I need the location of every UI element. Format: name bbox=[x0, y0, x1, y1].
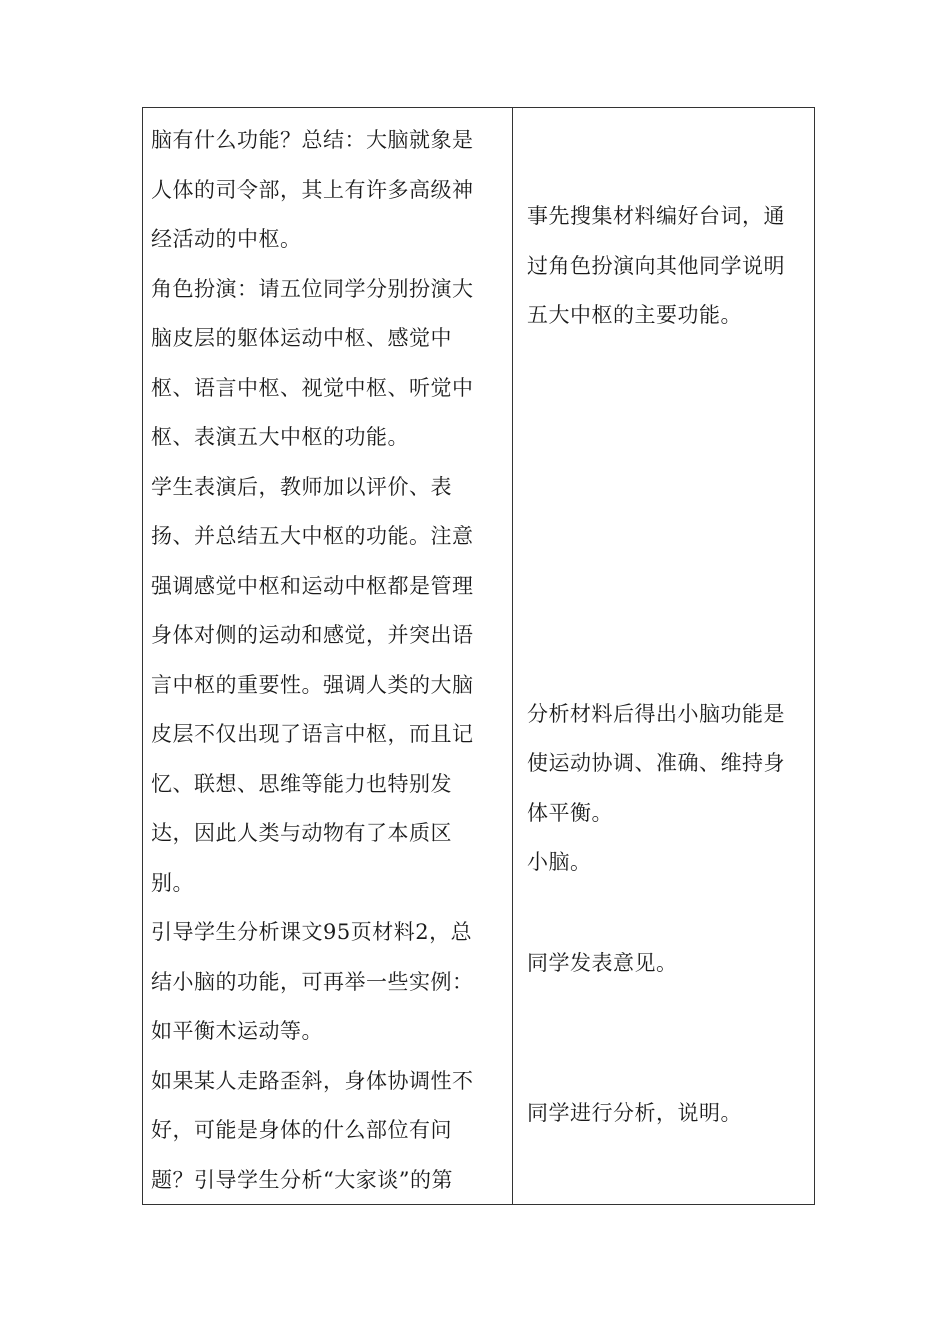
left-line: 皮层不仅出现了语言中枢，而且记 bbox=[151, 722, 474, 746]
left-line: 枢、表演五大中枢的功能。 bbox=[151, 425, 409, 449]
left-line: 言中枢的重要性。强调人类的大脑 bbox=[151, 673, 474, 697]
right-line: 体平衡。 bbox=[527, 801, 613, 825]
right-line: 同学发表意见。 bbox=[527, 951, 678, 975]
left-line: 经活动的中枢。 bbox=[151, 227, 302, 251]
left-line: 达，因此人类与动物有了本质区 bbox=[151, 821, 452, 845]
left-line: 学生表演后，教师加以评价、表 bbox=[151, 475, 452, 499]
left-line: 忆、联想、思维等能力也特别发 bbox=[151, 772, 452, 796]
left-line: 如果某人走路歪斜，身体协调性不 bbox=[151, 1069, 474, 1093]
right-line: 小脑。 bbox=[527, 850, 592, 874]
left-line: 脑皮层的躯体运动中枢、感觉中 bbox=[151, 326, 452, 350]
left-line: 枢、语言中枢、视觉中枢、听觉中 bbox=[151, 376, 474, 400]
column-divider bbox=[512, 108, 513, 1204]
left-line: 人体的司令部，其上有许多高级神 bbox=[151, 178, 474, 202]
right-line: 使运动协调、准确、维持身 bbox=[527, 751, 785, 775]
right-line: 五大中枢的主要功能。 bbox=[527, 303, 742, 327]
left-line: 引导学生分析课文95页材料2，总 bbox=[151, 920, 473, 944]
left-line: 角色扮演：请五位同学分别扮演大 bbox=[151, 277, 474, 301]
left-line: 如平衡木运动等。 bbox=[151, 1019, 323, 1043]
left-line: 身体对侧的运动和感觉，并突出语 bbox=[151, 623, 474, 647]
left-line: 脑有什么功能？总结：大脑就象是 bbox=[151, 128, 474, 152]
right-line: 同学进行分析，说明。 bbox=[527, 1101, 742, 1125]
lesson-table bbox=[142, 107, 815, 1205]
left-line: 结小脑的功能，可再举一些实例： bbox=[151, 970, 474, 994]
left-line: 扬、并总结五大中枢的功能。注意 bbox=[151, 524, 474, 548]
left-line: 好，可能是身体的什么部位有问 bbox=[151, 1118, 452, 1142]
left-line: 强调感觉中枢和运动中枢都是管理 bbox=[151, 574, 474, 598]
left-line: 题？引导学生分析“大家谈”的第 bbox=[151, 1168, 453, 1192]
left-line: 别。 bbox=[151, 871, 194, 895]
right-line: 分析材料后得出小脑功能是 bbox=[527, 702, 785, 726]
right-line: 事先搜集材料编好台词，通 bbox=[527, 204, 785, 228]
right-line: 过角色扮演向其他同学说明 bbox=[527, 254, 785, 278]
